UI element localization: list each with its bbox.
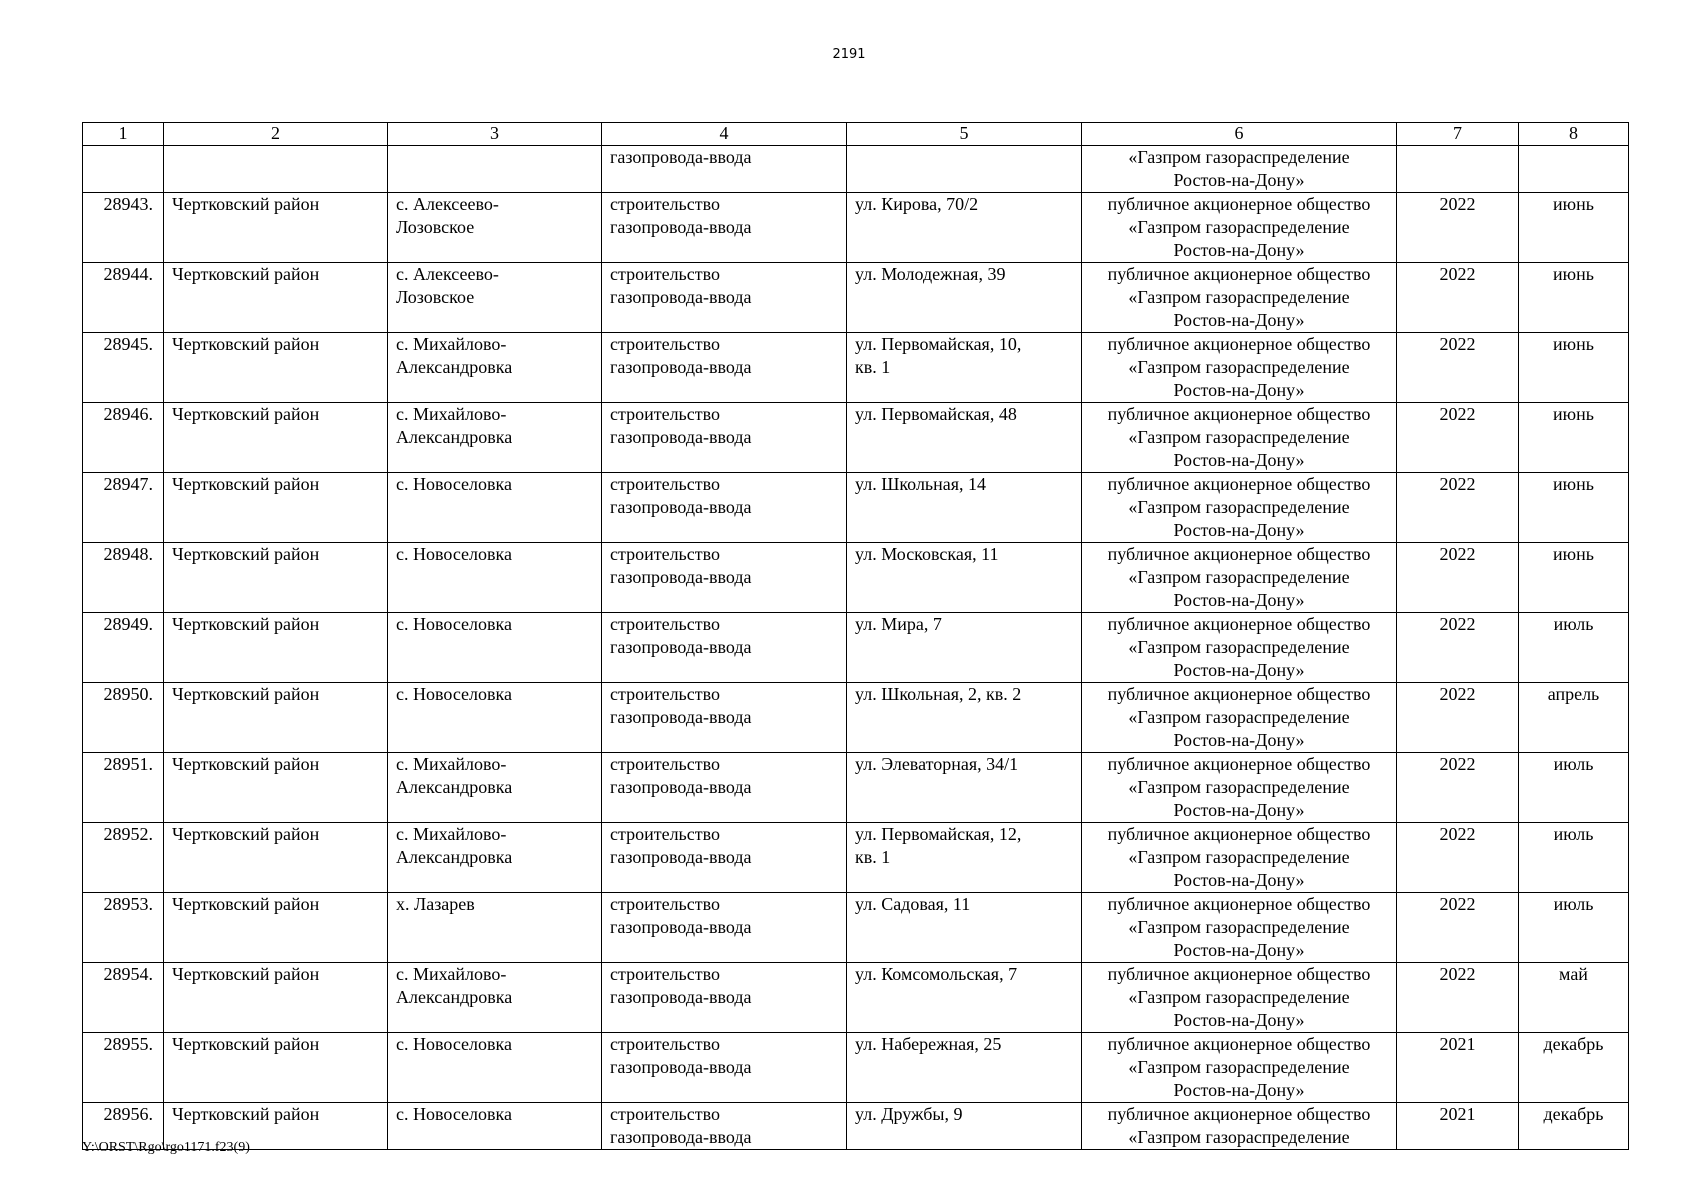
header-cell: 8: [1519, 123, 1629, 146]
work-cell: [602, 963, 847, 1033]
settlement-cell: [388, 543, 602, 613]
organization-line: Ростов-на-Дону»: [1173, 520, 1305, 540]
work-cell: [602, 1033, 847, 1103]
address-line: ул. Мира, 7: [855, 614, 942, 634]
year-cell: 2022: [1397, 333, 1519, 403]
document-table: [82, 122, 1629, 1150]
settlement-line: Лозовское: [396, 287, 475, 307]
organization-line: «Газпром газораспределение: [1128, 497, 1350, 517]
organization-line: «Газпром газораспределение: [1128, 917, 1350, 937]
settlement-line: с. Алексеево-: [396, 264, 499, 284]
organization-line: публичное акционерное общество: [1107, 1104, 1371, 1124]
year-cell: 2022: [1397, 473, 1519, 543]
address-cell: [847, 193, 1082, 263]
number-cell: 28948.: [83, 543, 164, 613]
work-line: газопровода-ввода: [610, 917, 752, 937]
header-cell: 1: [83, 123, 164, 146]
number-cell: 28953.: [83, 893, 164, 963]
organization-line: «Газпром газораспределение: [1128, 287, 1350, 307]
district-cell: Чертковский район: [164, 543, 388, 613]
settlement-line: Александровка: [396, 847, 513, 867]
work-cell: [602, 1103, 847, 1150]
organization-line: публичное акционерное общество: [1107, 264, 1371, 284]
organization-line: Ростов-на-Дону»: [1173, 240, 1305, 260]
month-cell: июнь: [1519, 543, 1629, 613]
settlement-line: Александровка: [396, 427, 513, 447]
work-line: газопровода-ввода: [610, 1127, 752, 1147]
address-line: ул. Кирова, 70/2: [855, 194, 979, 214]
work-line: газопровода-ввода: [610, 217, 752, 237]
work-line: строительство: [610, 334, 720, 354]
header-cell: 4: [602, 123, 847, 146]
settlement-line: с. Новоселовка: [396, 1104, 512, 1124]
organization-line: Ростов-на-Дону»: [1173, 1010, 1305, 1030]
number-cell: 28943.: [83, 193, 164, 263]
number-cell: 28951.: [83, 753, 164, 823]
settlement-line: Александровка: [396, 357, 513, 377]
work-line: газопровода-ввода: [610, 847, 752, 867]
work-line: газопровода-ввода: [610, 567, 752, 587]
address-line: ул. Комсомольская, 7: [855, 964, 1018, 984]
number-cell: [83, 146, 164, 193]
table-row: [83, 683, 1629, 753]
month-cell: июнь: [1519, 473, 1629, 543]
header-cell: 6: [1082, 123, 1397, 146]
settlement-line: Александровка: [396, 777, 513, 797]
number-cell: 28956.: [83, 1103, 164, 1150]
settlement-line: Лозовское: [396, 217, 475, 237]
organization-cell: [1082, 146, 1397, 193]
table-row: [83, 753, 1629, 823]
organization-line: «Газпром газораспределение: [1128, 1127, 1350, 1147]
file-path-footer: Y:\ORST\Rgo\rgo1171.f23(9): [82, 1140, 250, 1155]
year-cell: 2022: [1397, 963, 1519, 1033]
organization-cell: [1082, 473, 1397, 543]
organization-line: Ростов-на-Дону»: [1173, 450, 1305, 470]
work-cell: [602, 193, 847, 263]
year-cell: 2022: [1397, 263, 1519, 333]
year-cell: 2022: [1397, 893, 1519, 963]
work-cell: [602, 403, 847, 473]
organization-line: публичное акционерное общество: [1107, 194, 1371, 214]
organization-line: Ростов-на-Дону»: [1173, 870, 1305, 890]
work-line: строительство: [610, 824, 720, 844]
work-line: газопровода-ввода: [610, 497, 752, 517]
table-body: [83, 123, 1629, 1150]
work-line: строительство: [610, 894, 720, 914]
settlement-line: с. Михайлово-: [396, 404, 507, 424]
settlement-line: с. Алексеево-: [396, 194, 499, 214]
settlement-cell: [388, 473, 602, 543]
settlement-line: с. Новоселовка: [396, 474, 512, 494]
year-cell: 2022: [1397, 403, 1519, 473]
work-cell: [602, 263, 847, 333]
address-line: кв. 1: [855, 357, 891, 377]
organization-line: «Газпром газораспределение: [1128, 567, 1350, 587]
organization-line: Ростов-на-Дону»: [1173, 660, 1305, 680]
year-cell: 2022: [1397, 823, 1519, 893]
month-cell: апрель: [1519, 683, 1629, 753]
settlement-cell: [388, 683, 602, 753]
address-line: кв. 1: [855, 847, 891, 867]
organization-cell: [1082, 1103, 1397, 1150]
work-line: строительство: [610, 404, 720, 424]
work-line: строительство: [610, 754, 720, 774]
table-row: [83, 263, 1629, 333]
organization-line: Ростов-на-Дону»: [1173, 730, 1305, 750]
work-line: строительство: [610, 544, 720, 564]
work-line: газопровода-ввода: [610, 287, 752, 307]
organization-cell: [1082, 683, 1397, 753]
district-cell: Чертковский район: [164, 473, 388, 543]
page-number: 2191: [832, 47, 866, 62]
organization-line: Ростов-на-Дону»: [1173, 380, 1305, 400]
organization-line: Ростов-на-Дону»: [1173, 310, 1305, 330]
year-cell: 2022: [1397, 753, 1519, 823]
organization-line: «Газпром газораспределение: [1128, 707, 1350, 727]
settlement-line: с. Новоселовка: [396, 614, 512, 634]
address-line: ул. Набережная, 25: [855, 1034, 1002, 1054]
month-cell: [1519, 146, 1629, 193]
organization-line: публичное акционерное общество: [1107, 474, 1371, 494]
organization-cell: [1082, 403, 1397, 473]
organization-line: «Газпром газораспределение: [1128, 637, 1350, 657]
settlement-cell: [388, 823, 602, 893]
year-cell: 2022: [1397, 613, 1519, 683]
organization-line: публичное акционерное общество: [1107, 964, 1371, 984]
work-line: газопровода-ввода: [610, 987, 752, 1007]
organization-line: «Газпром газораспределение: [1128, 357, 1350, 377]
district-cell: Чертковский район: [164, 403, 388, 473]
settlement-cell: [388, 403, 602, 473]
work-line: газопровода-ввода: [610, 707, 752, 727]
organization-cell: [1082, 753, 1397, 823]
header-cell: 5: [847, 123, 1082, 146]
organization-line: публичное акционерное общество: [1107, 1034, 1371, 1054]
address-line: ул. Садовая, 11: [855, 894, 971, 914]
settlement-line: с. Михайлово-: [396, 754, 507, 774]
organization-cell: [1082, 333, 1397, 403]
district-cell: Чертковский район: [164, 333, 388, 403]
number-cell: 28955.: [83, 1033, 164, 1103]
table-row: [83, 613, 1629, 683]
address-cell: [847, 613, 1082, 683]
settlement-line: с. Михайлово-: [396, 964, 507, 984]
district-cell: Чертковский район: [164, 823, 388, 893]
settlement-cell: [388, 333, 602, 403]
work-line: строительство: [610, 194, 720, 214]
settlement-cell: [388, 193, 602, 263]
organization-line: «Газпром газораспределение: [1128, 147, 1350, 167]
month-cell: май: [1519, 963, 1629, 1033]
number-cell: 28946.: [83, 403, 164, 473]
organization-line: Ростов-на-Дону»: [1173, 590, 1305, 610]
address-line: ул. Школьная, 14: [855, 474, 987, 494]
table-row: [83, 473, 1629, 543]
organization-cell: [1082, 1033, 1397, 1103]
settlement-line: с. Новоселовка: [396, 684, 512, 704]
settlement-cell: [388, 1103, 602, 1150]
month-cell: июль: [1519, 613, 1629, 683]
work-line: газопровода-ввода: [610, 357, 752, 377]
settlement-line: х. Лазарев: [396, 894, 475, 914]
table-row: [83, 823, 1629, 893]
work-line: газопровода-ввода: [610, 777, 752, 797]
organization-line: Ростов-на-Дону»: [1173, 940, 1305, 960]
month-cell: июнь: [1519, 193, 1629, 263]
work-line: строительство: [610, 684, 720, 704]
work-line: газопровода-ввода: [610, 427, 752, 447]
district-cell: [164, 146, 388, 193]
number-cell: 28950.: [83, 683, 164, 753]
work-line: газопровода-ввода: [610, 1057, 752, 1077]
table-row: [83, 1033, 1629, 1103]
address-cell: [847, 963, 1082, 1033]
work-line: строительство: [610, 1034, 720, 1054]
district-cell: Чертковский район: [164, 1033, 388, 1103]
month-cell: июнь: [1519, 333, 1629, 403]
number-cell: 28944.: [83, 263, 164, 333]
work-cell: [602, 473, 847, 543]
settlement-line: с. Михайлово-: [396, 824, 507, 844]
table-row: [83, 893, 1629, 963]
organization-cell: [1082, 613, 1397, 683]
table-header-row: [83, 123, 1629, 146]
table-row: [83, 543, 1629, 613]
organization-line: «Газпром газораспределение: [1128, 217, 1350, 237]
organization-cell: [1082, 193, 1397, 263]
organization-line: «Газпром газораспределение: [1128, 777, 1350, 797]
year-cell: 2021: [1397, 1103, 1519, 1150]
work-line: строительство: [610, 964, 720, 984]
table-row: [83, 403, 1629, 473]
work-line: строительство: [610, 264, 720, 284]
settlement-cell: [388, 893, 602, 963]
work-cell: [602, 893, 847, 963]
organization-cell: [1082, 543, 1397, 613]
settlement-cell: [388, 963, 602, 1033]
address-line: ул. Дружбы, 9: [855, 1104, 963, 1124]
address-cell: [847, 683, 1082, 753]
work-cell: [602, 543, 847, 613]
address-cell: [847, 1103, 1082, 1150]
year-cell: 2021: [1397, 1033, 1519, 1103]
work-line: газопровода-ввода: [610, 147, 752, 167]
address-cell: [847, 263, 1082, 333]
address-cell: [847, 823, 1082, 893]
settlement-cell: [388, 1033, 602, 1103]
settlement-cell: [388, 263, 602, 333]
settlement-line: с. Новоселовка: [396, 1034, 512, 1054]
settlement-cell: [388, 613, 602, 683]
work-line: строительство: [610, 1104, 720, 1124]
table-row: [83, 193, 1629, 263]
organization-line: «Газпром газораспределение: [1128, 427, 1350, 447]
month-cell: июнь: [1519, 403, 1629, 473]
address-cell: [847, 543, 1082, 613]
organization-line: Ростов-на-Дону»: [1173, 170, 1305, 190]
organization-line: публичное акционерное общество: [1107, 684, 1371, 704]
address-cell: [847, 146, 1082, 193]
table-row: [83, 963, 1629, 1033]
work-cell: [602, 146, 847, 193]
organization-line: публичное акционерное общество: [1107, 824, 1371, 844]
settlement-line: с. Михайлово-: [396, 334, 507, 354]
continuation-row: [83, 146, 1629, 193]
month-cell: декабрь: [1519, 1033, 1629, 1103]
address-cell: [847, 753, 1082, 823]
month-cell: декабрь: [1519, 1103, 1629, 1150]
number-cell: 28952.: [83, 823, 164, 893]
organization-cell: [1082, 823, 1397, 893]
number-cell: 28947.: [83, 473, 164, 543]
settlement-cell: [388, 146, 602, 193]
year-cell: 2022: [1397, 683, 1519, 753]
district-cell: Чертковский район: [164, 263, 388, 333]
district-cell: Чертковский район: [164, 753, 388, 823]
address-line: ул. Первомайская, 12,: [855, 824, 1022, 844]
table-row: [83, 333, 1629, 403]
district-cell: Чертковский район: [164, 193, 388, 263]
header-cell: 7: [1397, 123, 1519, 146]
address-cell: [847, 333, 1082, 403]
work-line: газопровода-ввода: [610, 637, 752, 657]
number-cell: 28945.: [83, 333, 164, 403]
organization-line: «Газпром газораспределение: [1128, 1057, 1350, 1077]
address-cell: [847, 473, 1082, 543]
settlement-cell: [388, 753, 602, 823]
address-line: ул. Первомайская, 10,: [855, 334, 1022, 354]
organization-cell: [1082, 893, 1397, 963]
work-cell: [602, 683, 847, 753]
address-cell: [847, 1033, 1082, 1103]
number-cell: 28949.: [83, 613, 164, 683]
work-cell: [602, 753, 847, 823]
year-cell: 2022: [1397, 193, 1519, 263]
header-cell: 3: [388, 123, 602, 146]
work-cell: [602, 613, 847, 683]
district-cell: Чертковский район: [164, 1103, 388, 1150]
work-cell: [602, 333, 847, 403]
year-cell: [1397, 146, 1519, 193]
month-cell: июнь: [1519, 263, 1629, 333]
organization-line: публичное акционерное общество: [1107, 334, 1371, 354]
settlement-line: с. Новоселовка: [396, 544, 512, 564]
organization-line: Ростов-на-Дону»: [1173, 800, 1305, 820]
address-line: ул. Школьная, 2, кв. 2: [855, 684, 1022, 704]
organization-cell: [1082, 263, 1397, 333]
organization-line: публичное акционерное общество: [1107, 544, 1371, 564]
settlement-line: Александровка: [396, 987, 513, 1007]
organization-line: «Газпром газораспределение: [1128, 847, 1350, 867]
organization-line: Ростов-на-Дону»: [1173, 1080, 1305, 1100]
work-cell: [602, 823, 847, 893]
address-line: ул. Молодежная, 39: [855, 264, 1006, 284]
district-cell: Чертковский район: [164, 893, 388, 963]
number-cell: 28954.: [83, 963, 164, 1033]
address-cell: [847, 403, 1082, 473]
organization-line: публичное акционерное общество: [1107, 404, 1371, 424]
work-line: строительство: [610, 614, 720, 634]
header-cell: 2: [164, 123, 388, 146]
district-cell: Чертковский район: [164, 683, 388, 753]
organization-cell: [1082, 963, 1397, 1033]
year-cell: 2022: [1397, 543, 1519, 613]
table-row: [83, 1103, 1629, 1150]
organization-line: публичное акционерное общество: [1107, 614, 1371, 634]
district-cell: Чертковский район: [164, 613, 388, 683]
month-cell: июль: [1519, 753, 1629, 823]
address-line: ул. Элеваторная, 34/1: [855, 754, 1019, 774]
organization-line: «Газпром газораспределение: [1128, 987, 1350, 1007]
month-cell: июль: [1519, 893, 1629, 963]
address-line: ул. Первомайская, 48: [855, 404, 1017, 424]
district-cell: Чертковский район: [164, 963, 388, 1033]
organization-line: публичное акционерное общество: [1107, 754, 1371, 774]
address-line: ул. Московская, 11: [855, 544, 999, 564]
month-cell: июль: [1519, 823, 1629, 893]
work-line: строительство: [610, 474, 720, 494]
address-cell: [847, 893, 1082, 963]
organization-line: публичное акционерное общество: [1107, 894, 1371, 914]
